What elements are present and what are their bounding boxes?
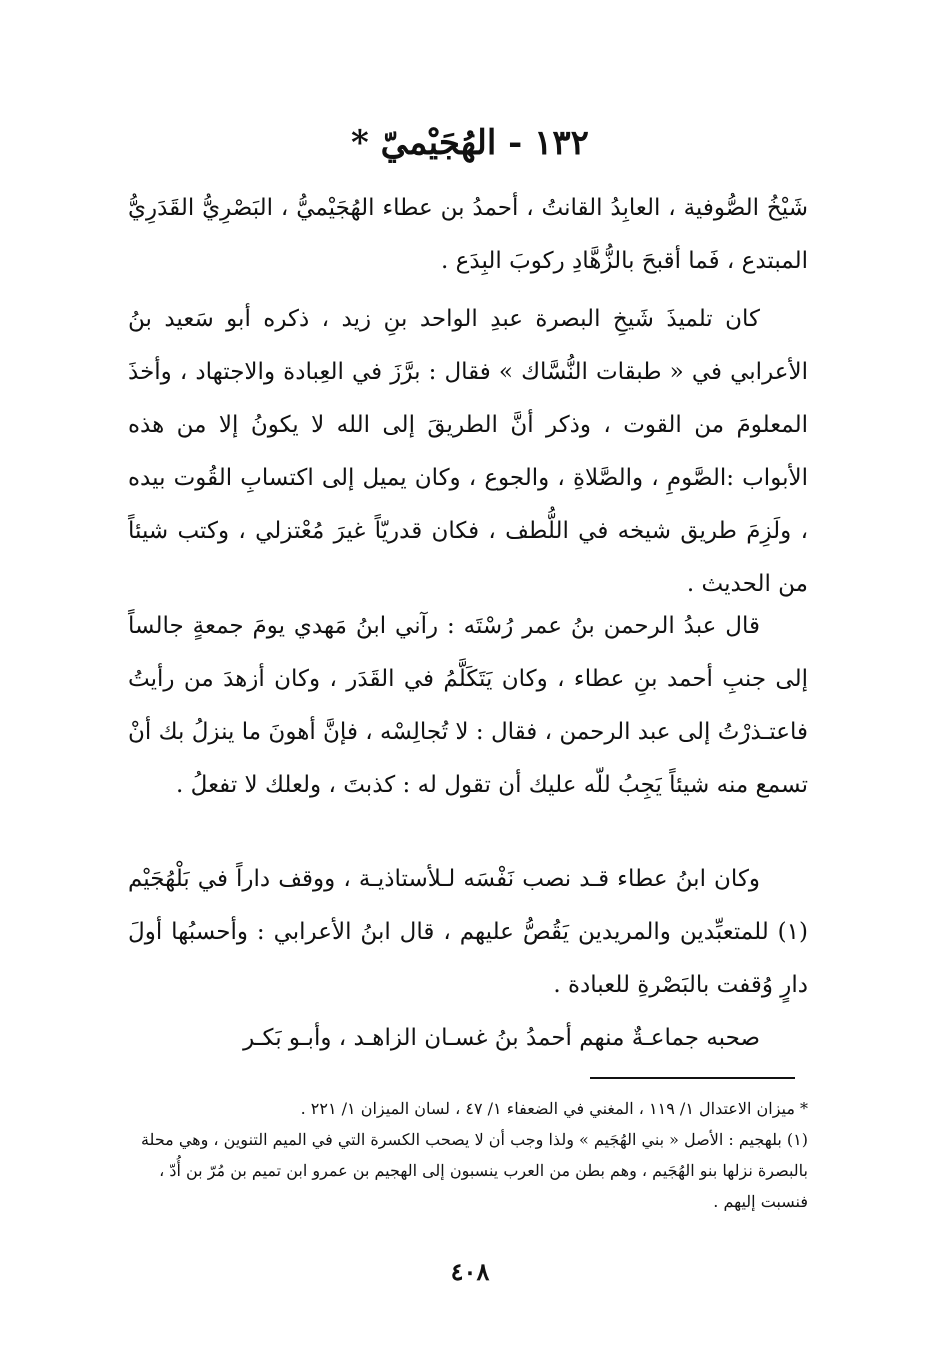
footnote-divider (590, 1077, 795, 1079)
chapter-title: ١٣٢ - الهُجَيْميّ * (351, 123, 589, 163)
page-number: ٤٠٨ (450, 1257, 490, 1286)
footnotes (128, 1093, 808, 1217)
paragraph-biography: كان تلميذَ شَيخِ البصرة عبدِ الواحد بنِ زيد ، ذكره أبو سَعيد بنُ الأعرابي في « طبقات النُّسَّاك » فقال : برَّزَ في العِبادة والاجتهاد ، وأخذَ المعلومَ من القوت ، وذكر أنَّ الطريقَ إلى الله لا يكونُ إلا من هذه الأبواب :الصَّومِ ، والصَّلاةِ ، والجوع ، وكان يميل إلى اكتسابِ القُوت بيده ، ولَزِمَ طريق شيخه في اللُّطف ، فكان قدريّاً غيرَ مُعْتزلي ، وكتب شيئاً من الحديث . (128, 306, 808, 597)
paragraph-companions: صحبه جماعـةٌ منهم أحمدُ بنُ غسـان الزاهـد ، وأبـو بَكـر (243, 1025, 760, 1051)
footnote-sources: * ميزان الاعتدال ١/ ١١٩ ، المغني في الضعفاء ١/ ٤٧ ، لسان الميزان ١/ ٢٢١ . (300, 1099, 808, 1118)
paragraph-house: وكان ابنُ عطاء قـد نصب نَفْسَه لـلأستاذيـة ، ووقف داراً في بَلْهُجَيْم (١) للمتعبِّدين والمريدين يَقُصُّ عليهم ، قال ابنُ الأعرابي : وأحسبُها أولَ دارٍ وُقفت بالبَصْرةِ للعبادة . (128, 866, 808, 998)
paragraph-intro: شَيْخُ الصُّوفية ، العابِدُ القانتُ ، أحمدُ بن عطاء الهُجَيْميُّ ، البَصْرِيُّ القَدَرِيُّ المبتدع ، فَما أقبحَ بالزُّهَّادِ ركوبَ البِدَع . (128, 195, 808, 274)
footnote-1: (١) بلهجيم : الأصل « بني الهُجَيم » ولذا وجب أن لا يصحب الكسرة التي في الميم التنوين ، وهي محلة بالبصرة نزلها بنو الهُجَيم ، وهم بطن من العرب ينسبون إلى الهجيم بن عمرو ابن تميم بن مُرّ بن أُدّ ، فنسبت إليهم . (140, 1130, 808, 1211)
paragraph-narration: قال عبدُ الرحمن بنُ عمر رُسْتَه : رآني ابنُ مَهدي يومَ جمعةٍ جالساً إلى جنبِ أحمد بنِ عطاء ، وكان يَتَكَلَّمُ في القَدَر ، وكان أزهدَ من رأيتُ فاعتـذرْتُ إلى عبد الرحمن ، فقال : لا تُجالِسْه ، فإنَّ أهونَ ما ينزلُ بك أنْ تسمع منه شيئاً يَجِبُ للّه عليك أن تقول له : كذبتَ ، ولعلك لا تفعلُ . (128, 613, 808, 798)
